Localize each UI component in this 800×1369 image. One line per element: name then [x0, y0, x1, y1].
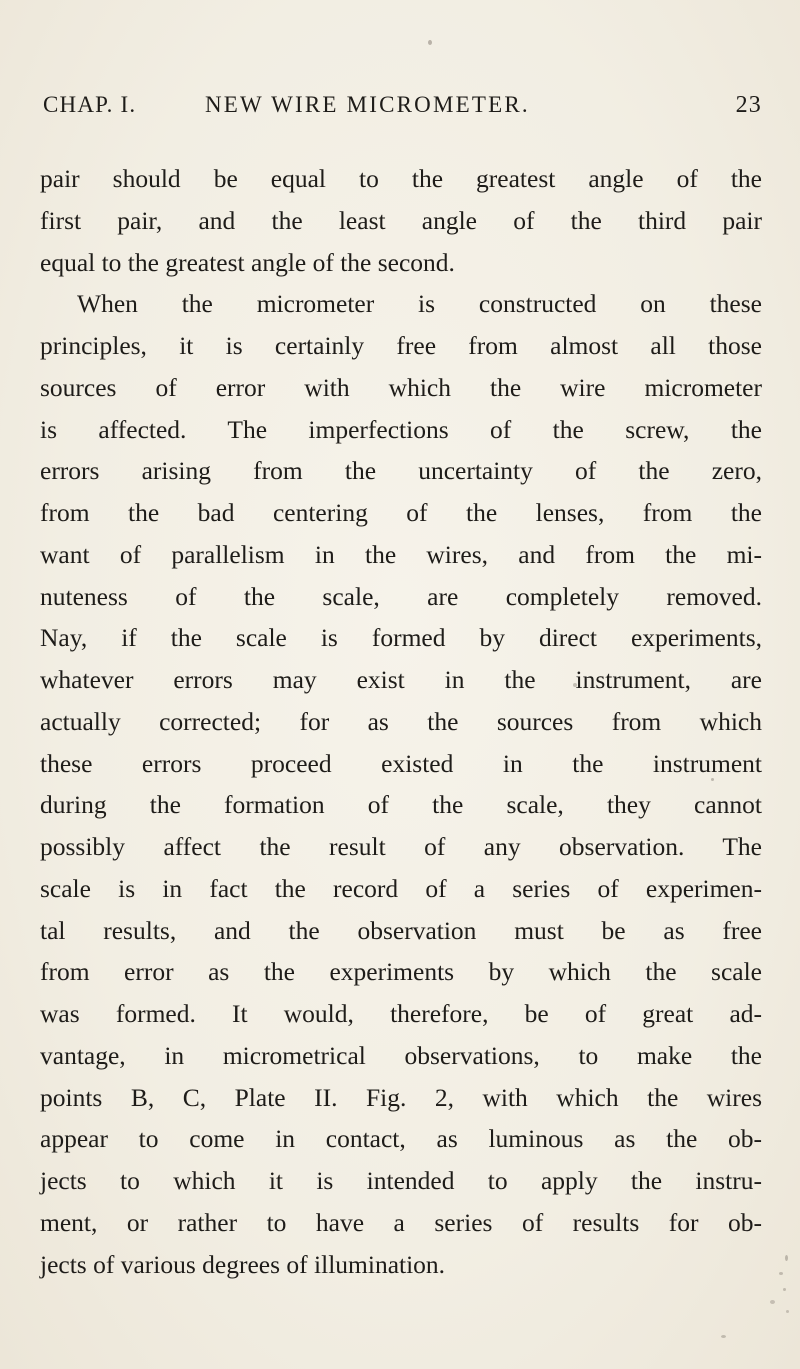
page-number: 23	[735, 92, 762, 118]
running-title: NEW WIRE MICROMETER.	[205, 92, 530, 117]
paper-speck	[721, 1335, 726, 1338]
text-line: nuteness of the scale, are completely removed.	[40, 581, 762, 611]
text-line: from error as the experiments by which the scale	[40, 957, 762, 987]
paper-speck	[711, 778, 714, 781]
paper-speck	[779, 1272, 783, 1275]
text-line: actually corrected; for as the sources from which	[40, 706, 762, 736]
text-line: scale is in fact the record of a series of experimen-	[40, 873, 762, 903]
text-line: appear to come in contact, as luminous as the ob-	[40, 1124, 762, 1154]
text-line: want of parallelism in the wires, and from the mi-	[40, 539, 762, 569]
text-line: whatever errors may exist in the instrument, are	[40, 665, 762, 694]
text-line: is affected. The imperfections of the screw, the	[40, 414, 762, 444]
text-line: jects of various degrees of illumination.	[40, 1249, 446, 1279]
paper-speck	[770, 1300, 775, 1304]
text-line: sources of error with which the wire micrometer	[40, 372, 762, 402]
text-line: principles, it is certainly free from almost all those	[40, 331, 762, 360]
text-line: tal results, and the observation must be as free	[40, 915, 762, 945]
text-line: first pair, and the least angle of the third pair	[40, 205, 762, 235]
text-line: errors arising from the uncertainty of the zero,	[40, 456, 762, 486]
text-line: equal to the greatest angle of the second.	[40, 247, 455, 277]
text-line: Nay, if the scale is formed by direct experiments,	[40, 623, 762, 653]
text-line: points B, C, Plate II. Fig. 2, with which the wires	[40, 1082, 762, 1112]
body-text	[40, 158, 762, 1285]
paper-speck	[785, 1255, 788, 1261]
running-head	[40, 92, 762, 126]
text-line: pair should be equal to the greatest angle of the	[40, 164, 762, 193]
text-line: vantage, in micrometrical observations, to make the	[40, 1040, 762, 1070]
text-line: possibly affect the result of any observation. The	[40, 832, 762, 861]
text-line: jects to which it is intended to apply the instru-	[40, 1166, 762, 1195]
text-line: during the formation of the scale, they cannot	[40, 790, 762, 820]
text-line: When the micrometer is constructed on these	[77, 289, 762, 319]
chapter-label: CHAP. I.	[43, 92, 137, 117]
paper-speck	[786, 1310, 789, 1313]
text-line: from the bad centering of the lenses, from the	[40, 498, 762, 527]
text-line: these errors proceed existed in the instrument	[40, 748, 762, 778]
paper-speck	[428, 40, 432, 45]
paper-speck	[783, 1288, 786, 1291]
paper-speck	[573, 683, 577, 687]
text-line: was formed. It would, therefore, be of great ad-	[40, 999, 762, 1028]
text-line: ment, or rather to have a series of results for ob-	[40, 1207, 762, 1237]
